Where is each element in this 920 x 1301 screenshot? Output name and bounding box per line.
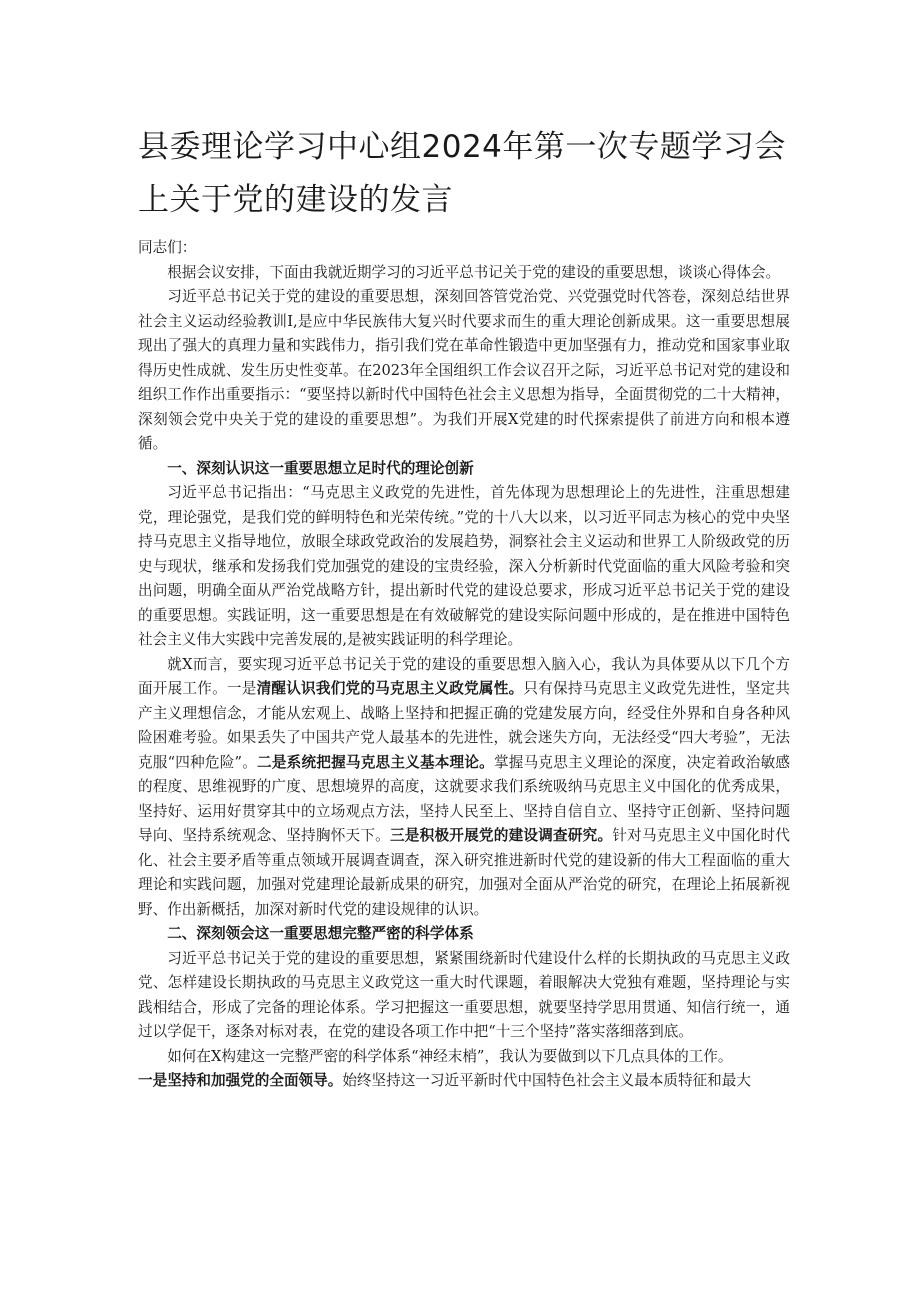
section-heading-1: 一、深刻认识这一重要思想立足时代的理论创新 — [167, 459, 474, 477]
section-heading-2: 二、深刻领会这一重要思想完整严密的科学体系 — [167, 925, 474, 942]
paragraph-text: 只有保持马克思主义政党先进性，坚定共产主义理想信念，才能从宏观上、战略上坚持和把握正确的党建发展方向，经受住外界和自身各种风险困难考验。如果丢失了中国共产党人最基本的先进性，就会迷失方向，无法经受“四大考验”，无法克服“四种危险”。 — [138, 680, 790, 771]
document-body — [138, 236, 790, 1094]
paragraph: 根据会议安排，下面由我就近期学习的习近平总书记关于党的建设的重要思想，谈谈心得体会。 — [167, 263, 781, 281]
paragraph — [138, 1069, 790, 1094]
paragraph-text: 针对马克思主义中国化时代化、社会主要矛盾等重点领域开展调查调查，深入研究推进新时代党的建设新的伟大工程面临的重大理论和实践问题，加强对党建理论最新成果的研究，加强对全面从严治党的研究，在理论上拓展新视野、作出新概括，加深对新时代党的建设规律的认识。 — [138, 827, 790, 918]
paragraph: 习近平总书记指出：“马克思主义政党的先进性，首先体现为思想理论上的先进性，注重思想建党，理论强党，是我们党的鲜明特色和光荣传统。”党的十八大以来，以习近平同志为核心的党中央坚持马克思主义指导地位，放眼全球政党政治的发展趋势，洞察社会主义运动和世界工人阶级政党的历史与现状，继承和发扬我们党加强党的建设的宝贵经验，深入分析新时代党面临的重大风险考验和突出问题，明确全面从严治党战略方针，提出新时代党的建设总要求，形成习近平总书记关于党的建设的重要思想。实践证明，这一重要思想是在有效破解党的建设实际问题中形成的，是在推进中国特色社会主义伟大实践中完善发展的,是被实践证明的科学理论。 — [138, 484, 790, 648]
bold-point: 一是坚持和加强党的全面领导。 — [138, 1072, 343, 1089]
bold-point-2: 二是系统把握马克思主义基本理论。 — [257, 753, 494, 771]
paragraph-text: 始终坚持这一习近平新时代中国特色社会主义最本质特征和最大 — [342, 1072, 751, 1089]
paragraph-text: 就X而言，要实现习近平总书记关于党的建设的重要思想入脑入心，我认为具体要从以下几个方面开展工作。一是 — [138, 655, 790, 697]
paragraph: 习近平总书记关于党的建设的重要思想，深刻回答管党治党、兴党强党时代答卷，深刻总结世界社会主义运动经验教训I,是应中华民族伟大复兴时代要求而生的重大理论创新成果。这一重要思想展现出了强大的真理力量和实践伟力，指引我们党在革命性锻造中更加坚强有力，推动党和国家事业取得历史性成就、发生历史性变革。在2023年全国组织工作会议召开之际，习近平总书记对党的建设和组织工作作出重要指示：“要坚持以新时代中国特色社会主义思想为指导，全面贯彻党的二十大精神，深刻领会党中央关于党的建设的重要思想”。为我们开展X党建的时代探索提供了前进方向和根本遵循。 — [138, 288, 790, 452]
paragraph: 如何在X构建这一完整严密的科学体系“神经末梢”，我认为要做到以下几点具体的工作。 — [167, 1047, 733, 1065]
salutation: 同志们： — [138, 239, 197, 256]
paragraph: 习近平总书记关于党的建设的重要思想，紧紧围绕新时代建设什么样的长期执政的马克思主义政党、怎样建设长期执政的马克思主义政党这一重大时代课题，着眼解决大党独有难题，坚持理论与实践相结合，形成了完备的理论体系。学习把握这一重要思想，就要坚持学思用贯通、知信行统一，通过以学促干，逐条对标对表，在党的建设各项工作中把“十三个坚持”落实落细落到底。 — [138, 949, 790, 1040]
paragraph-text: 掌握马克思主义理论的深度，决定着政治敏感的程度、思维视野的广度、思想境界的高度，这就要求我们系统吸纳马克思主义中国化的优秀成果，坚持好、运用好贯穿其中的立场观点方法，坚持人民至上、坚持自信自立、坚持守正创新、坚持问题导向、坚持系统观念、坚持胸怀天下。 — [138, 753, 790, 844]
bold-point-3: 三是积极开展党的建设调查研究。 — [389, 827, 613, 844]
paragraph — [138, 653, 790, 923]
document-title: 县委理论学习中心组2024年第一次专题学习会上关于党的建设的发言 — [138, 129, 786, 218]
bold-point-1: 清醒认识我们党的马克思主义政党属性。 — [256, 680, 524, 697]
